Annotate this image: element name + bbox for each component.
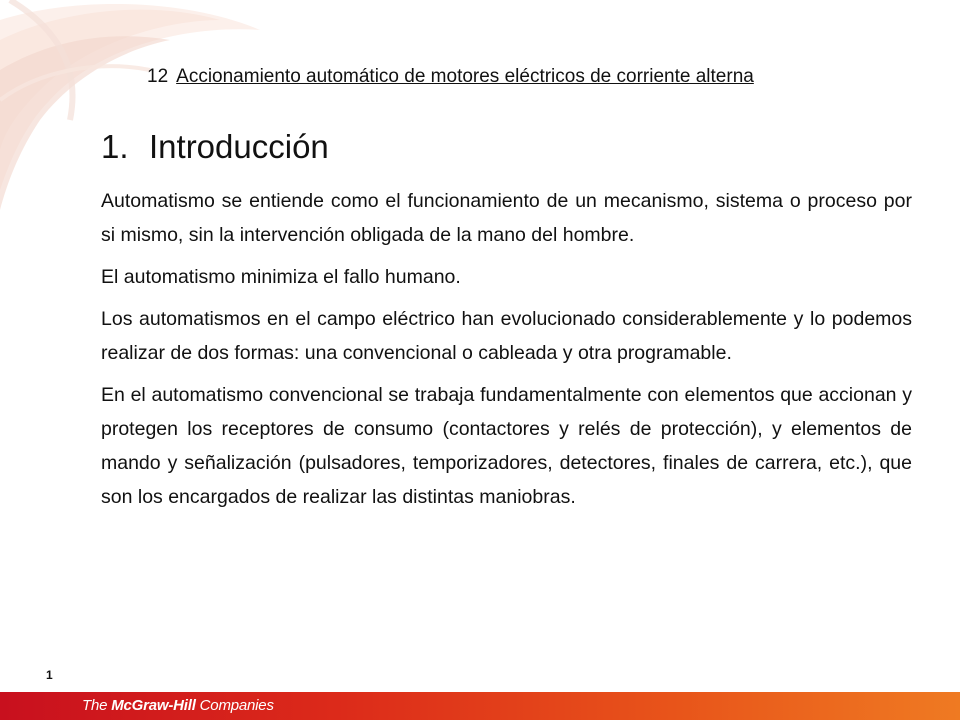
- body-text: [101, 184, 912, 522]
- chapter-title: Accionamiento automático de motores eléctricos de corriente alterna: [176, 66, 754, 87]
- section-title: Introducción: [149, 128, 329, 165]
- page-number: 1: [46, 668, 53, 682]
- publisher-logo: [82, 697, 274, 714]
- section-number: 1.: [101, 128, 129, 165]
- logo-the: The: [82, 697, 112, 714]
- logo-brand: McGraw-Hill: [111, 697, 196, 714]
- chapter-header: [147, 66, 754, 88]
- paragraph-definition: Automatismo se entiende como el funcionamiento de un mecanismo, sistema o proceso por si mismo, sin la intervención obligada de la mano del hombre.: [101, 190, 912, 246]
- paragraph-evolution: Los automatismos en el campo eléctrico han evolucionado considerablemente y lo podemos realizar de dos formas: una convencional o cableada y otra programable.: [101, 308, 912, 364]
- paragraph-human-error: El automatismo minimiza el fallo humano.: [101, 266, 461, 288]
- paragraph-conventional: En el automatismo convencional se trabaja fundamentalmente con elementos que accionan y protegen los receptores de consumo (contactores y relés de protección), y elementos de mando y señalización (pulsadores, temporizadores, detectores, finales de carrera, etc.), que son los encargados de realizar las distintas maniobras.: [101, 384, 912, 508]
- chapter-number: 12: [147, 66, 169, 87]
- section-heading: [101, 128, 329, 166]
- logo-suffix: Companies: [195, 697, 274, 714]
